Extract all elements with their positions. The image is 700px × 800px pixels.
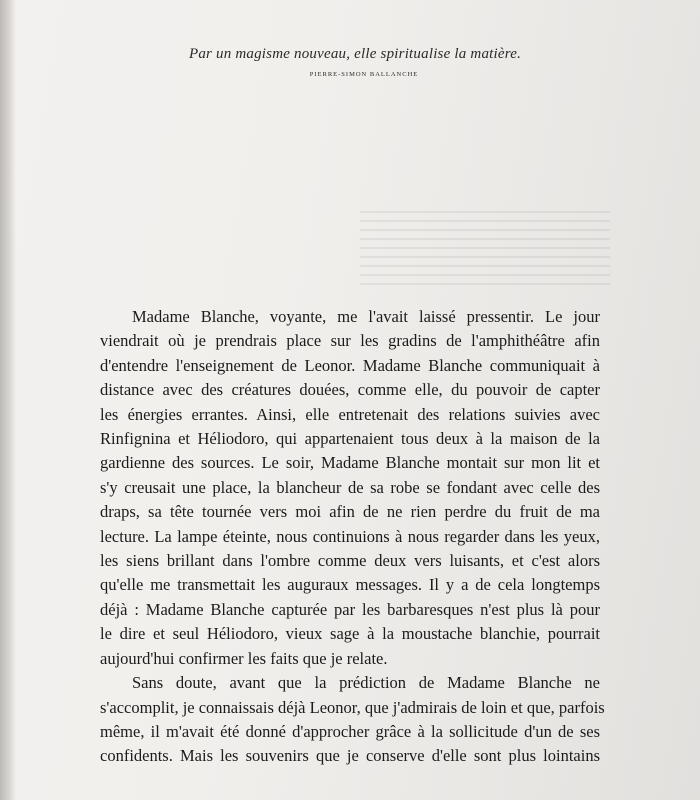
text-line: s'accomplit, je connaissais déjà Leonor, que j'admirais de loin et que, parfois bbox=[100, 697, 605, 717]
text-line: Sans doute, avant que la prédiction de Madame Blanche ne bbox=[132, 673, 600, 693]
text-line: d'entendre l'enseignement de Leonor. Madame Blanche communiquait à bbox=[100, 355, 600, 375]
text-line: qu'elle me transmettait les auguraux messages. Il y a de cela longtemps bbox=[100, 575, 600, 595]
epigraph-author: PIERRE-SIMON BALLANCHE bbox=[309, 71, 419, 78]
text-line: gardienne des sources. Le soir, Madame Blanche montait sur mon lit et bbox=[100, 453, 600, 473]
epigraph bbox=[0, 46, 700, 78]
text-line: même, il m'avait été donné d'approcher grâce à la sollicitude d'un de ses bbox=[100, 721, 600, 741]
text-line: draps, sa tête tournée vers moi afin de ne rien perdre du fruit de ma bbox=[100, 502, 600, 522]
text-line: déjà : Madame Blanche capturée par les barbaresques n'est plus là pour bbox=[100, 599, 600, 619]
show-through-text bbox=[360, 205, 610, 285]
body-text bbox=[100, 305, 605, 769]
text-line: lecture. La lampe éteinte, nous continuions à nous regarder dans les yeux, bbox=[100, 526, 600, 546]
epigraph-quote: Par un magisme nouveau, elle spiritualise la matière. bbox=[188, 46, 522, 62]
text-line: les siens brillant dans l'ombre comme deux vers luisants, et c'est alors bbox=[100, 551, 600, 571]
text-line: le dire et seul Héliodoro, vieux sage à la moustache blanchie, pourrait bbox=[100, 624, 600, 644]
text-line: viendrait où je prendrais place sur les gradins de l'amphithéâtre afin bbox=[100, 331, 600, 351]
text-line: aujourd'hui confirmer les faits que je relate. bbox=[100, 648, 388, 668]
text-line: les énergies errantes. Ainsi, elle entretenait des relations suivies avec bbox=[100, 404, 600, 424]
text-line: s'y creusait une place, la blancheur de sa robe se fondant avec celle des bbox=[100, 477, 600, 497]
page-gutter-shadow bbox=[0, 0, 16, 800]
text-line: distance avec des créatures douées, comme elle, du pouvoir de capter bbox=[100, 380, 600, 400]
text-line: Madame Blanche, voyante, me l'avait laissé pressentir. Le jour bbox=[132, 307, 600, 326]
text-line: confidents. Mais les souvenirs que je conserve d'elle sont plus lointains bbox=[100, 746, 600, 766]
text-line: Rinfignina et Héliodoro, qui appartenaient tous deux à la maison de la bbox=[100, 429, 600, 449]
